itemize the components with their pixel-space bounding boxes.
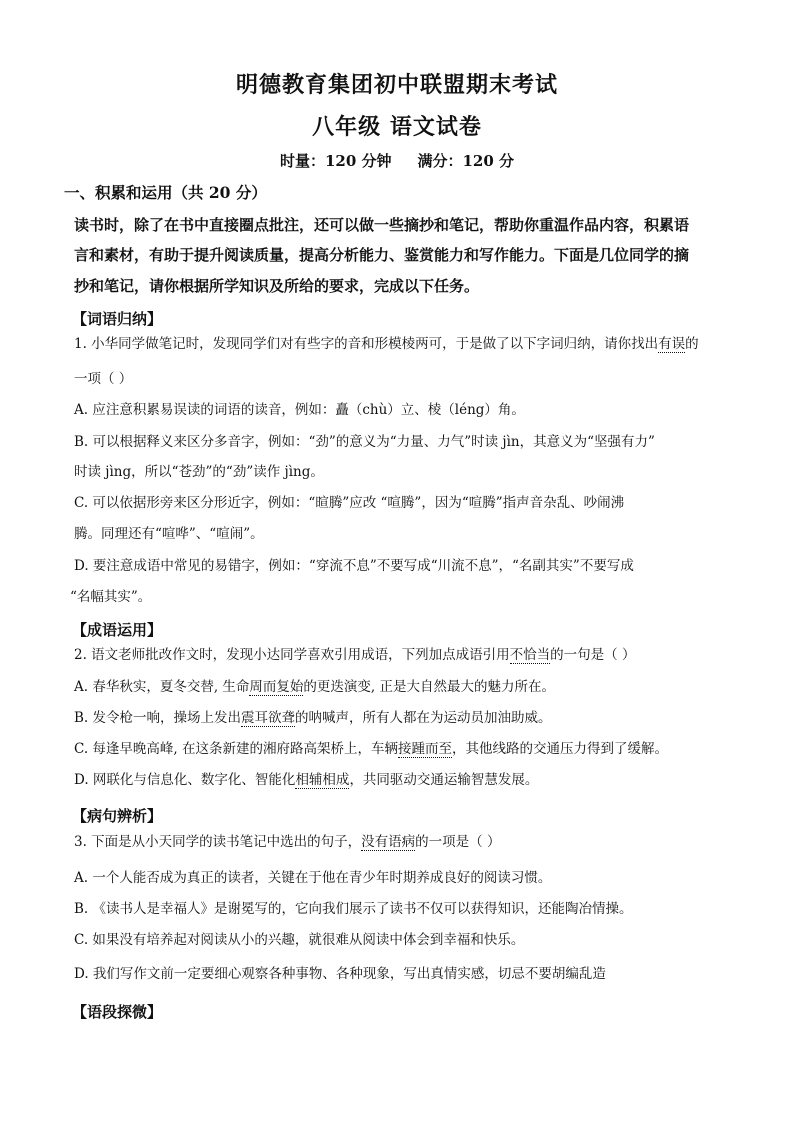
emphasis-mark: 接踵而至	[398, 741, 453, 757]
emphasis-mark: 周而复始	[249, 679, 304, 695]
time-label: 时量：120 分钟	[279, 152, 392, 170]
emphasis-mark: 有误	[658, 336, 686, 352]
option-text: D. 网联化与信息化、数字化、智能化	[74, 772, 296, 788]
option-c-line-1: C. 可以依据形旁来区分形近字，例如：“暄腾”应改 “喧腾”，因为“喧腾”指声音杂乱、吵闹沸	[74, 495, 625, 511]
option-a: A. 一个人能否成为真正的读者，关键在于他在青少年时期养成良好的阅读习惯。	[74, 870, 552, 886]
exam-meta	[0, 150, 794, 171]
exam-title: 明德教育集团初中联盟期末考试	[235, 72, 558, 98]
option-text: ，其他线路的交通压力得到了缓解。	[452, 741, 669, 757]
option-text: B. 发令枪一响，操场上发出	[74, 710, 242, 726]
question-2-text-end: 的一句是（ ）	[550, 647, 636, 663]
option-text: 的呐喊声，所有人都在为运动员加油助威。	[295, 710, 552, 726]
option-b-line-1: B. 可以根据释义来区分多音字，例如：“劲”的意义为“力量、力气”时读 jìn，其意义为“坚强有力”	[74, 434, 655, 450]
score-label: 满分：120 分	[417, 152, 515, 170]
emphasis-mark: 不恰当	[509, 647, 551, 663]
option-b-line-2: 时读 jìng，所以“苍劲”的“劲”读作 jìng。	[74, 464, 324, 480]
intro-line-3: 抄和笔记，请你根据所学知识及所给的要求，完成以下任务。	[74, 277, 480, 295]
option-d: D. 我们写作文前一定要细心观察各种事物、各种现象，写出真情实感，切忌不要胡编乱造	[74, 966, 606, 982]
emphasis-mark: 震耳欲聋	[241, 710, 296, 726]
emphasis-mark: 相辅相成	[295, 772, 350, 788]
emphasis-mark: 没有语病	[361, 834, 416, 850]
option-text: ，共同驱动交通运输智慧发展。	[349, 772, 539, 788]
option-a: A. 应注意积累易误读的词语的读音，例如：矗（chù）立、棱（léng）角。	[74, 402, 525, 418]
part-heading-vocab: 【词语归纳】	[72, 310, 163, 328]
question-2	[74, 645, 635, 665]
part-heading-paragraph: 【语段探微】	[72, 1003, 163, 1021]
option-text: C. 每逢早晚高峰, 在这条新建的湘府路高架桥上，车辆	[74, 741, 399, 757]
option-d-line-1: D. 要注意成语中常见的易错字，例如：“穿流不息”不要写成“川流不息”，“名副其实”不要写成	[74, 558, 634, 574]
option-b	[74, 708, 552, 728]
question-1-text: 1. 小华同学做笔记时，发现同学们对有些字的音和形模棱两可，于是做了以下字词归纳，请你找出	[74, 336, 659, 352]
option-a	[74, 677, 555, 697]
option-text: A. 春华秋实，夏冬交替, 生命	[74, 679, 250, 695]
option-d	[74, 770, 538, 790]
question-1-line-1	[74, 334, 699, 354]
option-text: 的更迭演变, 正是大自然最大的魅力所在。	[303, 679, 556, 695]
option-b: B. 《读书人是幸福人》是谢冕写的，它向我们展示了读书不仅可以获得知识，还能陶冶情操。	[74, 901, 633, 917]
question-2-text: 2. 语文老师批改作文时，发现小达同学喜欢引用成语，下列加点成语引用	[74, 647, 510, 663]
question-3-text-end: 的一项是（ ）	[415, 834, 501, 850]
question-1-text-end: 的	[685, 336, 699, 352]
section-heading: 一、积累和运用（共 20 分）	[64, 183, 267, 202]
part-heading-sentence: 【病句辨析】	[72, 807, 163, 825]
option-c-line-2: 腾。同理还有“喧哗”、“喧闹”。	[74, 526, 264, 542]
question-3-text: 3. 下面是从小天同学的读书笔记中选出的句子，	[74, 834, 362, 850]
intro-line-2: 言和素材，有助于提升阅读质量，提高分析能力、鉴赏能力和写作能力。下面是几位同学的摘	[74, 246, 690, 264]
part-heading-idiom: 【成语运用】	[72, 621, 163, 639]
option-d-line-2: “名幅其实”。	[70, 589, 152, 605]
exam-subtitle: 八年级 语文试卷	[312, 114, 482, 140]
intro-line-1: 读书时，除了在书中直接圈点批注，还可以做一些摘抄和笔记，帮助你重温作品内容，积累语	[74, 216, 690, 234]
option-c	[74, 739, 668, 759]
question-3	[74, 832, 500, 852]
question-1-line-2: 一项（ ）	[74, 371, 133, 387]
option-c: C. 如果没有培养起对阅读从小的兴趣，就很难从阅读中体会到幸福和快乐。	[74, 932, 525, 948]
